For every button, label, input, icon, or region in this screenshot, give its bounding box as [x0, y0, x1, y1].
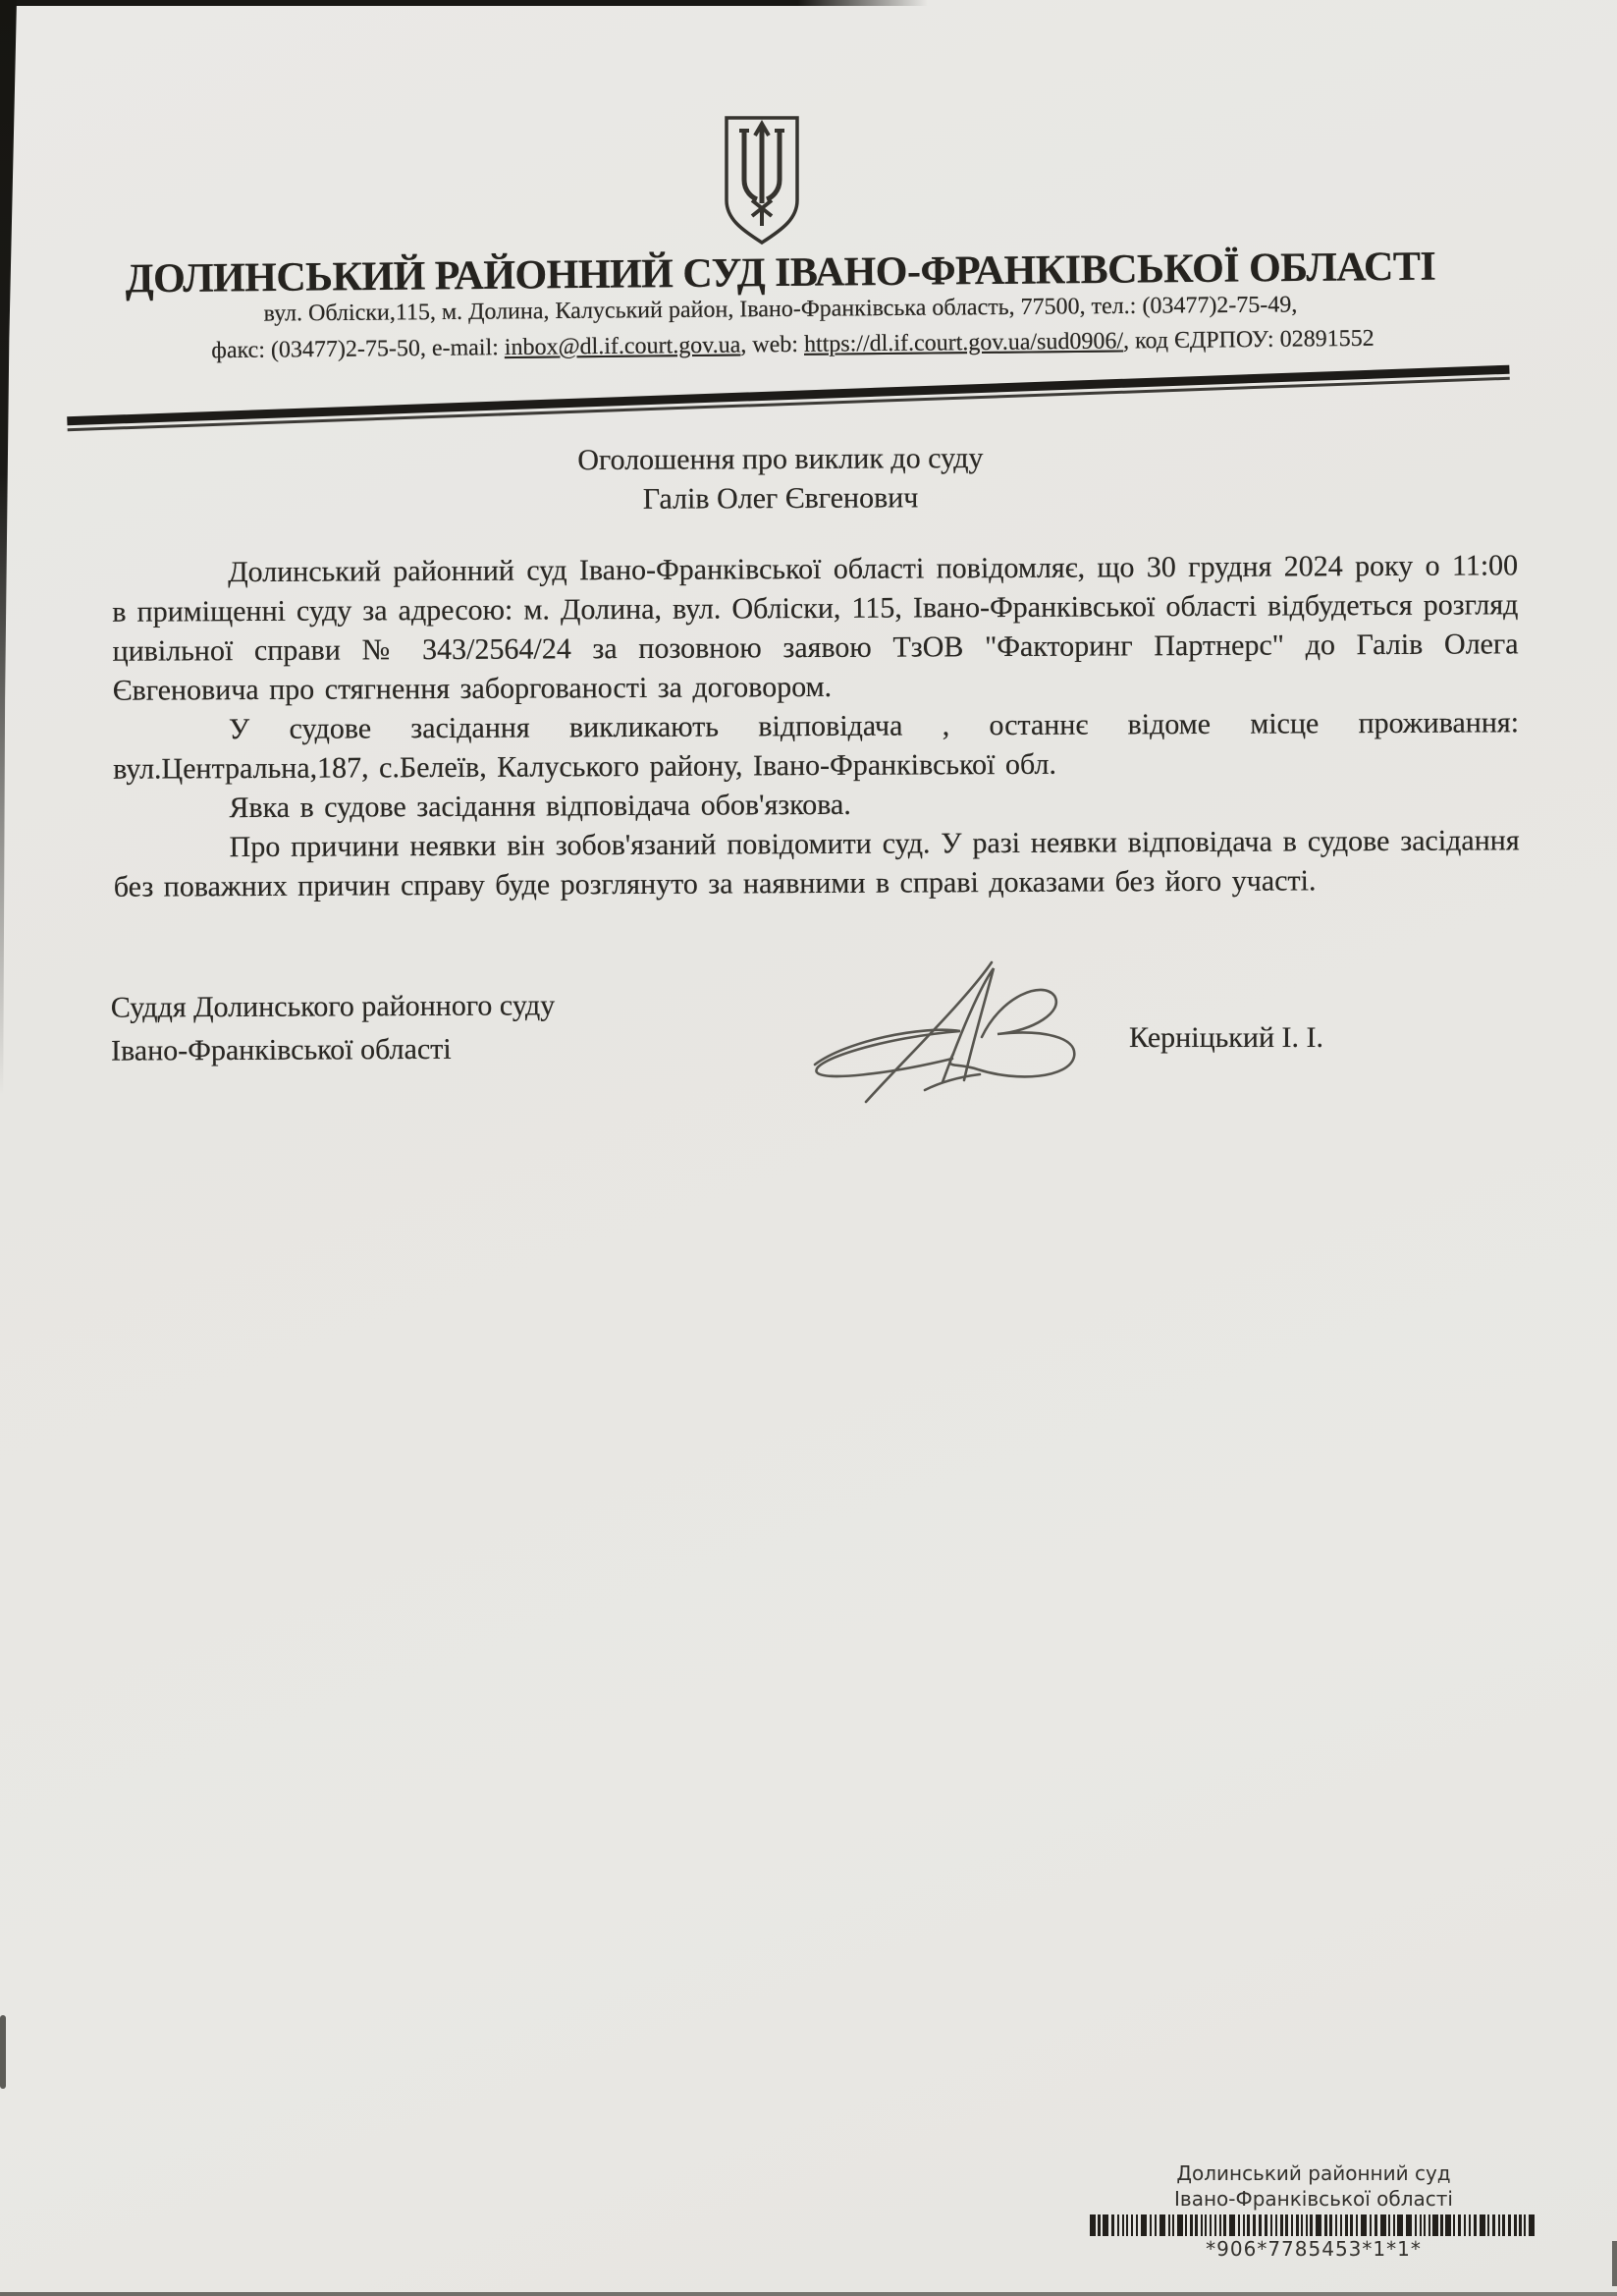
court-email: inbox@dl.if.court.gov.ua [504, 332, 741, 361]
defendant-name: Галів Олег Євгенович [642, 481, 919, 516]
scan-edge-left [0, 0, 17, 1129]
judge-title-block [111, 983, 720, 1072]
scan-edge-bottom [0, 2292, 1617, 2296]
judge-name: Керніцький І. І. [1129, 1021, 1323, 1054]
contact-mid: , web: [740, 331, 805, 358]
contact-prefix: факс: (03477)2-75-50, e-mail: [211, 335, 505, 364]
judge-title-line2: Івано-Франківської області [111, 1032, 452, 1067]
court-name: ДОЛИНСЬКИЙ РАЙОННИЙ СУД ІВАНО-ФРАНКІВСЬКОЇ ОБЛАСТІ [125, 244, 1436, 302]
court-website: https://dl.if.court.gov.ua/sud0906/ [803, 328, 1124, 357]
paragraph-hearing-info: Долинський районний суд Івано-Франківської області повідомляє, що 30 грудня 2024 року о 11:00 в приміщенні суду за адресою: м. Долина, вул. Обліски, 115, Івано-Франківської області відбудеться розгляд цивільної справи № 343/2564/24 за позовною заявою ТзОВ "Факторинг Партнерс" до Галів Олега Євгеновича про стягнення заборгованості за договором. [112, 549, 1519, 707]
scan-smudge-left [0, 2015, 6, 2089]
registration-stamp [1087, 2160, 1540, 2262]
contact-suffix: , код ЄДРПОУ: 02891552 [1122, 325, 1374, 355]
stamp-court-line1: Долинський районний суд [1176, 2161, 1451, 2185]
judge-title-line1: Суддя Долинського районного суду [110, 989, 556, 1024]
court-contact-line [79, 324, 1507, 365]
court-address-line: вул. Обліски,115, м. Долина, Калуський район, Івано-Франківська область, 77500, тел.: (03477)2-75-49, [263, 292, 1298, 327]
stamp-court-line2: Івано-Франківської області [1174, 2187, 1453, 2211]
announcement-body [112, 546, 1520, 906]
ukraine-trident-emblem [722, 114, 802, 247]
scan-smudge-right [1612, 2241, 1617, 2286]
announcement-heading [79, 436, 1482, 521]
paragraph-attendance: Явка в судове засідання відповідача обов'язкова. [229, 788, 851, 825]
handwritten-signature [797, 943, 1088, 1112]
paragraph-summons: У судове засідання викликають відповідача , останнє відоме місце проживання: вул.Центральна,187, с.Белеїв, Калуського району, Івано-Франківської обл. [113, 706, 1520, 786]
announcement-title: Оголошення про виклик до суду [577, 441, 984, 477]
scan-edge-top [0, 0, 928, 6]
paragraph-absence-warning: Про причини неявки він зобов'язаний повідомити суд. У разі неявки відповідача в судове засідання без поважних причин справу буде розглянуто за наявними в справі доказами без його участі. [113, 824, 1520, 903]
header-divider-rule [67, 365, 1510, 432]
barcode-value: *906*7785453*1*1* [1206, 2237, 1422, 2261]
barcode [1087, 2214, 1540, 2236]
